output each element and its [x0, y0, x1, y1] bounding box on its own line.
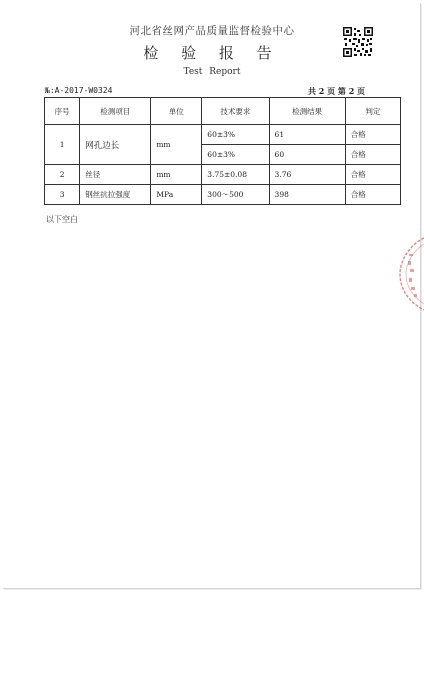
col-header-no: 序号 — [45, 98, 80, 125]
page-count: 共 2 页 第 2 页 — [308, 86, 366, 96]
col-header-unit: 单位 — [151, 98, 202, 125]
report-title-cn: 检 验 报 告 — [143, 44, 281, 62]
cell-judgement: 合格 — [345, 165, 400, 185]
cell-result: 398 — [269, 185, 345, 205]
cell-item: 网孔边长 — [80, 125, 151, 165]
cell-result: 3.76 — [269, 165, 345, 185]
qr-code-icon — [343, 27, 373, 57]
seal-stamp-icon — [398, 236, 424, 312]
table-row — [45, 125, 401, 145]
cell-judgement: 合格 — [345, 185, 400, 205]
organization-name: 河北省丝网产品质量监督检验中心 — [129, 25, 295, 37]
cell-requirement: 300～500 — [202, 185, 269, 205]
table-row — [45, 165, 401, 185]
results-table — [44, 97, 401, 205]
cell-requirement: 60±3% — [202, 125, 269, 145]
table-row — [45, 185, 401, 205]
report-title-en: Test Report — [183, 67, 241, 77]
blank-below-note: 以下空白 — [46, 215, 78, 224]
cell-unit: mm — [151, 165, 202, 185]
cell-no: 2 — [45, 165, 80, 185]
cell-no: 3 — [45, 185, 80, 205]
cell-requirement: 3.75±0.08 — [202, 165, 269, 185]
cell-unit: mm — [151, 125, 202, 165]
cell-judgement: 合格 — [345, 125, 400, 145]
cell-item: 钢丝抗拉强度 — [80, 185, 151, 205]
cell-unit: MPa — [151, 185, 202, 205]
cell-result: 60 — [269, 145, 345, 165]
table-header-row — [45, 98, 401, 125]
cell-no: 1 — [45, 125, 80, 165]
col-header-item: 检测项目 — [80, 98, 151, 125]
col-header-judgement: 判定 — [345, 98, 400, 125]
col-header-result: 检测结果 — [269, 98, 345, 125]
report-number: №:A-2017-W0324 — [45, 86, 113, 95]
cell-item: 丝径 — [80, 165, 151, 185]
cell-result: 61 — [269, 125, 345, 145]
col-header-requirement: 技术要求 — [202, 98, 269, 125]
cell-requirement: 60±3% — [202, 145, 269, 165]
cell-judgement: 合格 — [345, 145, 400, 165]
